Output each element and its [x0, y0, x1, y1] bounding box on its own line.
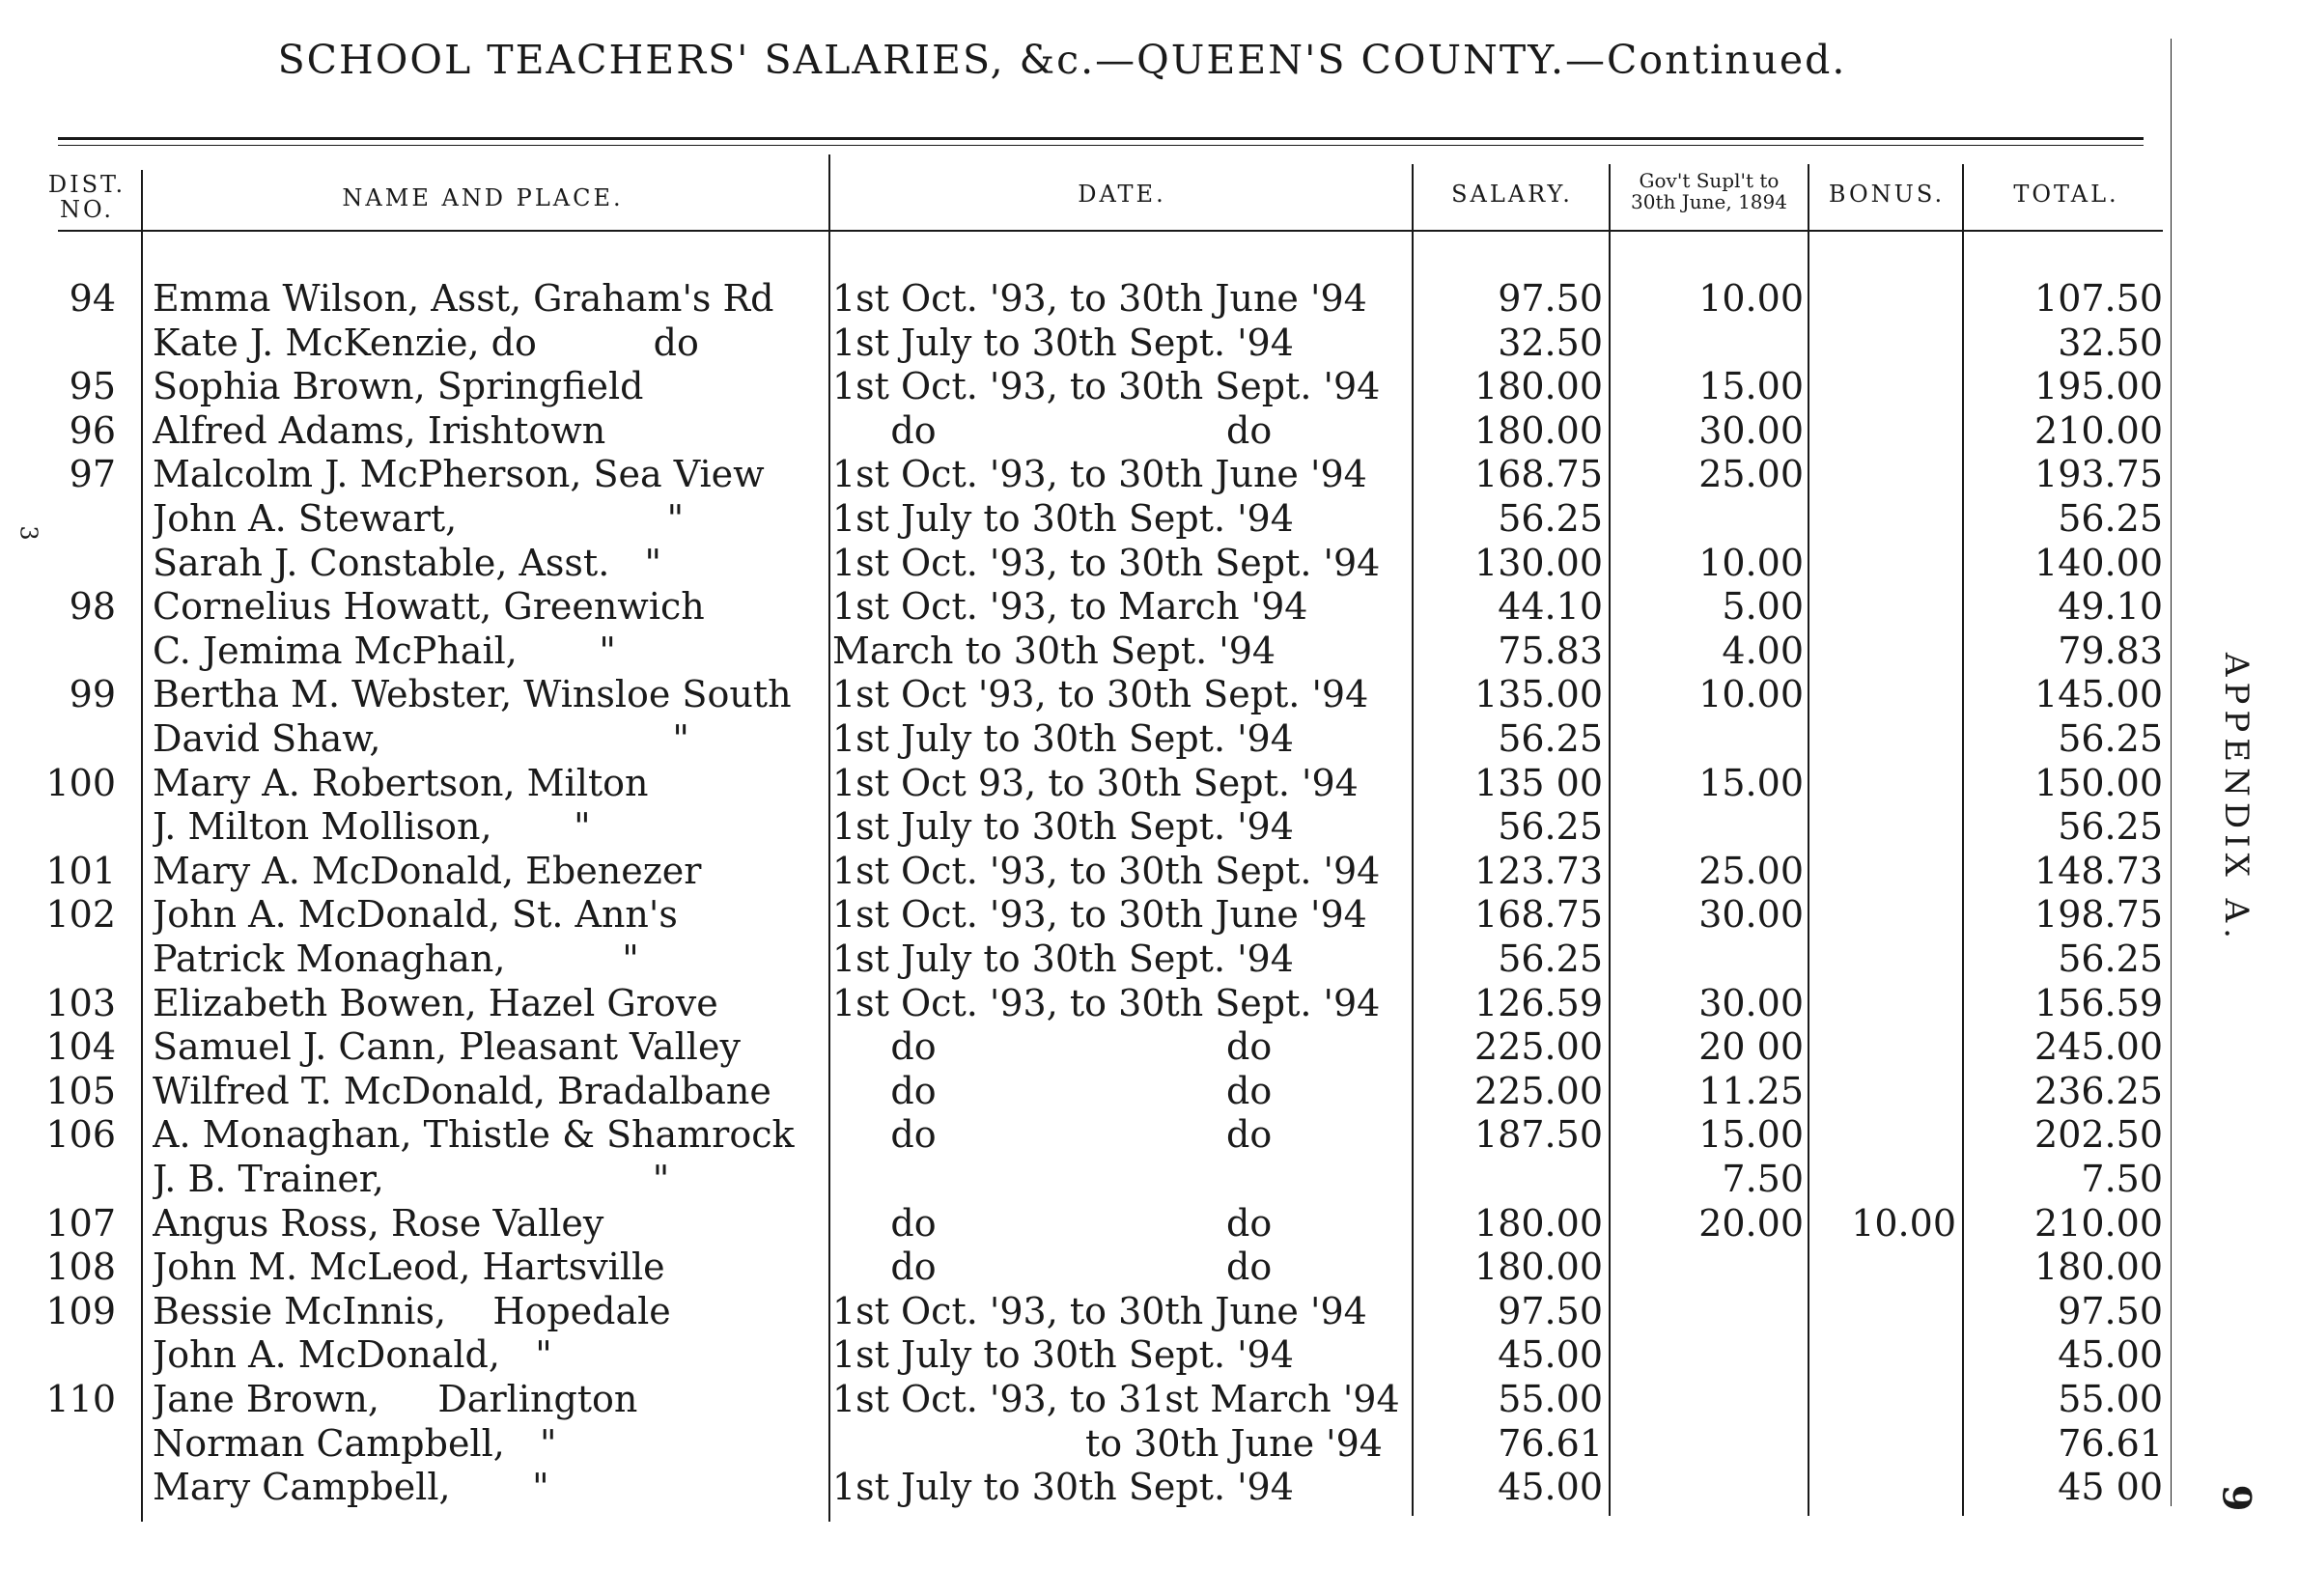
total-cell: 150.00 [2034, 761, 2163, 804]
date-from: 1st July to 30th Sept. '94 [832, 321, 1294, 364]
gov-supplement-cell: 11.25 [1698, 1069, 1804, 1112]
salary-cell: 32.50 [1498, 321, 1603, 364]
total-cell: 236.25 [2034, 1069, 2163, 1112]
header-salary: SALARY. [1451, 181, 1573, 208]
table-row [0, 1201, 2182, 1246]
appendix-label: APPENDIX A. [2217, 653, 2256, 944]
gov-supplement-cell: 30.00 [1698, 981, 1804, 1024]
total-cell: 56.25 [2058, 497, 2163, 540]
gov-supplement-cell: 7.50 [1722, 1158, 1804, 1200]
salary-cell: 126.59 [1474, 981, 1603, 1024]
name-cell: John A. McDonald, St. Ann's [153, 893, 678, 937]
table-row [0, 981, 2182, 1025]
salary-cell: 75.83 [1498, 629, 1603, 672]
date-from: 1st Oct. '93, to 30th Sept. '94 [832, 981, 1381, 1024]
name-cell: Elizabeth Bowen, Hazel Grove [153, 981, 718, 1024]
date-to: do [1226, 1069, 1273, 1112]
date-from: 1st July to 30th Sept. '94 [832, 497, 1294, 540]
table-row [0, 452, 2182, 496]
total-cell: 145.00 [2034, 673, 2163, 716]
date-to: do [1226, 1113, 1273, 1157]
top-rule [58, 137, 2144, 140]
date-from: 1st Oct. '93, to 30th Sept. '94 [832, 365, 1381, 408]
salary-cell: 130.00 [1474, 541, 1603, 584]
table-row [0, 1332, 2182, 1377]
salary-cell: 55.00 [1498, 1378, 1603, 1420]
salary-cell: 56.25 [1498, 805, 1603, 849]
total-cell: 56.25 [2058, 805, 2163, 849]
table-row [0, 937, 2182, 981]
salary-cell: 56.25 [1498, 938, 1603, 980]
name-cell: A. Monaghan, Thistle & Shamrock [153, 1113, 795, 1157]
salary-cell: 180.00 [1474, 365, 1603, 408]
table-row [0, 321, 2182, 365]
date-to: do [1226, 1025, 1273, 1069]
name-cell: Norman Campbell, " [153, 1421, 557, 1465]
total-cell: 140.00 [2034, 541, 2163, 584]
header-rule [58, 230, 2163, 232]
dist-cell: 105 [45, 1069, 116, 1112]
total-cell: 45 00 [2058, 1466, 2163, 1509]
name-cell: Malcolm J. McPherson, Sea View [153, 453, 765, 496]
salary-cell: 56.25 [1498, 717, 1603, 760]
name-cell: C. Jemima McPhail, " [153, 629, 616, 672]
salary-cell: 97.50 [1498, 277, 1603, 320]
name-cell: Angus Ross, Rose Valley [153, 1201, 604, 1245]
table-row [0, 1157, 2182, 1201]
date-from: 1st Oct. '93, to 30th Sept. '94 [832, 849, 1381, 892]
total-cell: 210.00 [2034, 408, 2163, 452]
date-to: do [1226, 408, 1273, 452]
table-row [0, 584, 2182, 629]
date-from: do [832, 1113, 937, 1157]
table-row [0, 1421, 2182, 1466]
name-cell: Alfred Adams, Irishtown [153, 408, 606, 452]
gov-supplement-cell: 15.00 [1698, 761, 1804, 804]
gov-supplement-cell: 15.00 [1698, 1113, 1804, 1157]
gov-supplement-cell: 10.00 [1698, 541, 1804, 584]
dist-cell: 103 [45, 981, 116, 1024]
salary-cell: 225.00 [1474, 1069, 1603, 1112]
dist-cell: 102 [45, 893, 116, 937]
header-name: NAME AND PLACE. [342, 184, 624, 211]
table-row [0, 541, 2182, 585]
table-row [0, 1112, 2182, 1157]
salary-cell: 187.50 [1474, 1113, 1603, 1157]
dist-cell: 106 [45, 1113, 116, 1157]
date-from: 1st Oct. '93, to 30th Sept. '94 [832, 541, 1381, 584]
table-row [0, 1024, 2182, 1069]
name-cell: Samuel J. Cann, Pleasant Valley [153, 1025, 741, 1069]
header-gov [1612, 170, 1806, 212]
dist-cell: 107 [45, 1201, 116, 1245]
date-from: 1st July to 30th Sept. '94 [832, 938, 1294, 980]
date-from: do [832, 1069, 937, 1112]
name-cell: J. Milton Mollison, " [153, 805, 591, 849]
dist-cell: 110 [45, 1378, 116, 1420]
date-from: 1st July to 30th Sept. '94 [832, 805, 1294, 849]
date-from: 1st Oct 93, to 30th Sept. '94 [832, 761, 1359, 804]
date-from: do [832, 1201, 937, 1245]
dist-cell: 108 [45, 1246, 116, 1289]
name-cell: Cornelius Howatt, Greenwich [153, 585, 705, 629]
name-cell: Emma Wilson, Asst, Graham's Rd [153, 277, 774, 320]
total-cell: 55.00 [2058, 1378, 2163, 1420]
table-row [0, 408, 2182, 453]
salary-cell: 135.00 [1474, 673, 1603, 716]
total-cell: 180.00 [2034, 1246, 2163, 1289]
date-from: 1st Oct. '93, to March '94 [832, 585, 1308, 629]
gov-supplement-cell: 5.00 [1722, 585, 1804, 629]
dist-cell: 104 [45, 1025, 116, 1069]
table-row [0, 849, 2182, 893]
table-row [0, 892, 2182, 937]
table-row [0, 716, 2182, 761]
page-title: SCHOOL TEACHERS' SALARIES, &c.—QUEEN'S COUNTY.—Continued. [277, 37, 1847, 83]
total-cell: 97.50 [2058, 1289, 2163, 1332]
date-from: 1st Oct. '93, to 30th June '94 [832, 277, 1367, 320]
gov-supplement-cell: 20.00 [1698, 1201, 1804, 1245]
total-cell: 79.83 [2058, 629, 2163, 672]
gov-supplement-cell: 10.00 [1698, 277, 1804, 320]
total-cell: 107.50 [2034, 277, 2163, 320]
date-from: 1st July to 30th Sept. '94 [832, 1466, 1294, 1509]
date-to: do [1226, 1246, 1273, 1289]
date-from: 1st Oct. '93, to 30th June '94 [832, 893, 1367, 937]
gov-supplement-cell: 20 00 [1698, 1025, 1804, 1069]
gov-supplement-cell: 10.00 [1698, 673, 1804, 716]
name-cell: Jane Brown, Darlington [153, 1378, 638, 1420]
header-date: DATE. [1078, 181, 1166, 208]
salary-cell: 135 00 [1474, 761, 1603, 804]
total-cell: 45.00 [2058, 1333, 2163, 1377]
gov-supplement-cell: 30.00 [1698, 893, 1804, 937]
name-cell: Bertha M. Webster, Winsloe South [153, 673, 792, 716]
total-cell: 198.75 [2034, 893, 2163, 937]
header-bonus: BONUS. [1828, 181, 1946, 208]
name-cell: Kate J. McKenzie, do do [153, 321, 699, 364]
table-row [0, 364, 2182, 408]
header-gov-line2: 30th June, 1894 [1631, 190, 1787, 213]
name-cell: J. B. Trainer, " [153, 1158, 670, 1200]
dist-cell: 98 [69, 585, 116, 629]
date-from: 1st July to 30th Sept. '94 [832, 1333, 1294, 1377]
table-row [0, 276, 2182, 321]
date-from: 1st July to 30th Sept. '94 [832, 717, 1294, 760]
dist-cell: 94 [69, 277, 116, 320]
header-dist-line2: NO. [60, 196, 114, 223]
total-cell: 245.00 [2034, 1025, 2163, 1069]
salary-cell: 168.75 [1474, 453, 1603, 496]
total-cell: 193.75 [2034, 453, 2163, 496]
name-cell: Bessie McInnis, Hopedale [153, 1289, 671, 1332]
dist-cell: 100 [45, 761, 116, 804]
name-cell: John A. Stewart, " [153, 497, 685, 540]
date-from: do [832, 1025, 937, 1069]
total-cell: 56.25 [2058, 938, 2163, 980]
salary-cell: 180.00 [1474, 408, 1603, 452]
total-cell: 7.50 [2081, 1158, 2163, 1200]
table-row [0, 629, 2182, 673]
salary-cell: 180.00 [1474, 1201, 1603, 1245]
date-from: March to 30th Sept. '94 [832, 629, 1276, 672]
name-cell: Wilfred T. McDonald, Bradalbane [153, 1069, 771, 1112]
salary-cell: 97.50 [1498, 1289, 1603, 1332]
gov-supplement-cell: 4.00 [1722, 629, 1804, 672]
name-cell: Mary A. McDonald, Ebenezer [153, 849, 702, 892]
dist-cell: 97 [69, 453, 116, 496]
table-row [0, 1245, 2182, 1289]
name-cell: Mary A. Robertson, Milton [153, 761, 649, 804]
name-cell: Sophia Brown, Springfield [153, 365, 644, 408]
name-cell: John M. McLeod, Hartsville [153, 1246, 665, 1289]
salary-cell: 180.00 [1474, 1246, 1603, 1289]
date-from: do [832, 1246, 937, 1289]
name-cell: Sarah J. Constable, Asst. " [153, 541, 661, 584]
header-dist-line1: DIST. [47, 171, 126, 198]
dist-cell: 109 [45, 1289, 116, 1332]
header-gov-line1: Gov't Supl't to [1639, 169, 1780, 192]
date-from: 1st Oct. '93, to 30th June '94 [832, 453, 1367, 496]
name-cell: Mary Campbell, " [153, 1466, 549, 1509]
gov-supplement-cell: 30.00 [1698, 408, 1804, 452]
date-from: 1st Oct. '93, to 31st March '94 [832, 1378, 1400, 1420]
margin-mark: 3 [14, 525, 42, 541]
total-cell: 202.50 [2034, 1113, 2163, 1157]
page-number: 9 [2213, 1484, 2259, 1512]
table-row [0, 1377, 2182, 1421]
total-cell: 195.00 [2034, 365, 2163, 408]
salary-cell: 44.10 [1498, 585, 1603, 629]
salary-cell: 76.61 [1498, 1421, 1603, 1465]
total-cell: 32.50 [2058, 321, 2163, 364]
total-cell: 210.00 [2034, 1201, 2163, 1245]
date-to: to 30th June '94 [1085, 1421, 1383, 1465]
total-cell: 76.61 [2058, 1421, 2163, 1465]
name-cell: Patrick Monaghan, " [153, 938, 639, 980]
gov-supplement-cell: 25.00 [1698, 453, 1804, 496]
total-cell: 49.10 [2058, 585, 2163, 629]
date-to: do [1226, 1201, 1273, 1245]
date-from: do [832, 408, 937, 452]
name-cell: John A. McDonald, " [153, 1333, 552, 1377]
header-total: TOTAL. [2013, 181, 2119, 208]
table-row [0, 761, 2182, 805]
gov-supplement-cell: 15.00 [1698, 365, 1804, 408]
salary-cell: 45.00 [1498, 1466, 1603, 1509]
name-cell: David Shaw, " [153, 717, 689, 760]
salary-cell: 123.73 [1474, 849, 1603, 892]
dist-cell: 99 [69, 673, 116, 716]
salary-cell: 45.00 [1498, 1333, 1603, 1377]
salary-cell: 168.75 [1474, 893, 1603, 937]
table-row [0, 672, 2182, 716]
gov-supplement-cell: 25.00 [1698, 849, 1804, 892]
table-row [0, 1289, 2182, 1333]
table-row [0, 1465, 2182, 1509]
date-from: 1st Oct. '93, to 30th June '94 [832, 1289, 1367, 1332]
dist-cell: 101 [45, 849, 116, 892]
salary-cell: 56.25 [1498, 497, 1603, 540]
date-from: 1st Oct '93, to 30th Sept. '94 [832, 673, 1369, 716]
table-row [0, 496, 2182, 541]
table-row [0, 804, 2182, 849]
header-dist [39, 172, 135, 222]
salary-cell: 225.00 [1474, 1025, 1603, 1069]
top-rule-thin [58, 145, 2144, 146]
bonus-cell: 10.00 [1851, 1201, 1956, 1245]
total-cell: 56.25 [2058, 717, 2163, 760]
table-row [0, 1069, 2182, 1113]
total-cell: 156.59 [2034, 981, 2163, 1024]
dist-cell: 96 [69, 408, 116, 452]
dist-cell: 95 [69, 365, 116, 408]
total-cell: 148.73 [2034, 849, 2163, 892]
